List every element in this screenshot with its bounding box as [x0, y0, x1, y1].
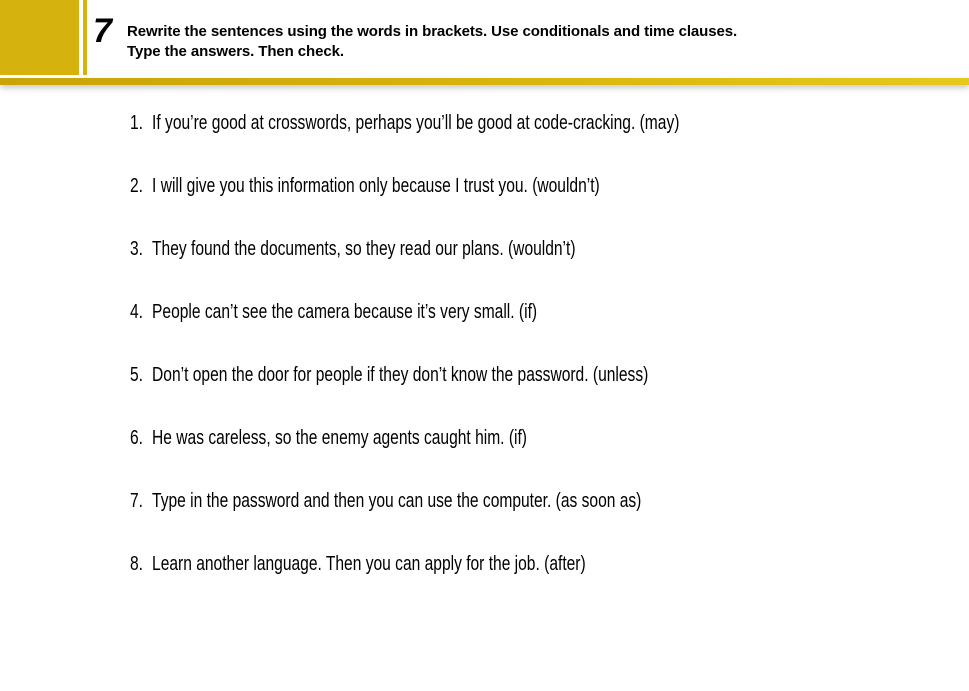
sentence-text: If you’re good at crosswords, perhaps you’ll be good at code-cracking. (may) — [152, 111, 680, 134]
sentence-number: 5. — [130, 363, 144, 386]
instruction-line-1: Rewrite the sentences using the words in brackets. Use conditionals and time clauses. — [127, 23, 738, 40]
sentence-number: 8. — [130, 552, 144, 575]
sentence-list — [130, 111, 950, 615]
sentence-item — [130, 111, 753, 135]
gold-divider-bar — [0, 78, 969, 85]
gold-vertical-rule — [83, 0, 87, 75]
sentence-number: 7. — [130, 489, 144, 512]
sentence-text: Don’t open the door for people if they don’t know the password. (unless) — [152, 363, 649, 386]
sentence-number: 6. — [130, 426, 144, 449]
instruction-line-2: Type the answers. Then check. — [127, 42, 344, 60]
sentence-number: 4. — [130, 300, 144, 323]
sentence-item — [130, 300, 753, 324]
sentence-text: People can’t see the camera because it’s very small. (if) — [152, 300, 538, 323]
exercise-instructions — [127, 22, 737, 61]
sentence-number: 2. — [130, 174, 144, 197]
sentence-item — [130, 552, 753, 576]
sentence-text: They found the documents, so they read our plans. (wouldn’t) — [152, 237, 576, 260]
sentence-item — [130, 237, 753, 261]
sentence-text: Learn another language. Then you can apply for the job. (after) — [152, 552, 586, 575]
sentence-text: Type in the password and then you can use the computer. (as soon as) — [152, 489, 642, 512]
sentence-item — [130, 174, 753, 198]
sentence-item — [130, 363, 753, 387]
header — [0, 0, 969, 78]
sentence-text: I will give you this information only because I trust you. (wouldn’t) — [152, 174, 600, 197]
sentence-number: 1. — [130, 111, 144, 134]
sentence-item — [130, 426, 753, 450]
exercise-number: 7 — [93, 12, 111, 50]
sentence-text: He was careless, so the enemy agents caught him. (if) — [152, 426, 528, 449]
sentence-item — [130, 489, 753, 513]
gold-corner-square — [0, 0, 79, 75]
sentence-number: 3. — [130, 237, 144, 260]
